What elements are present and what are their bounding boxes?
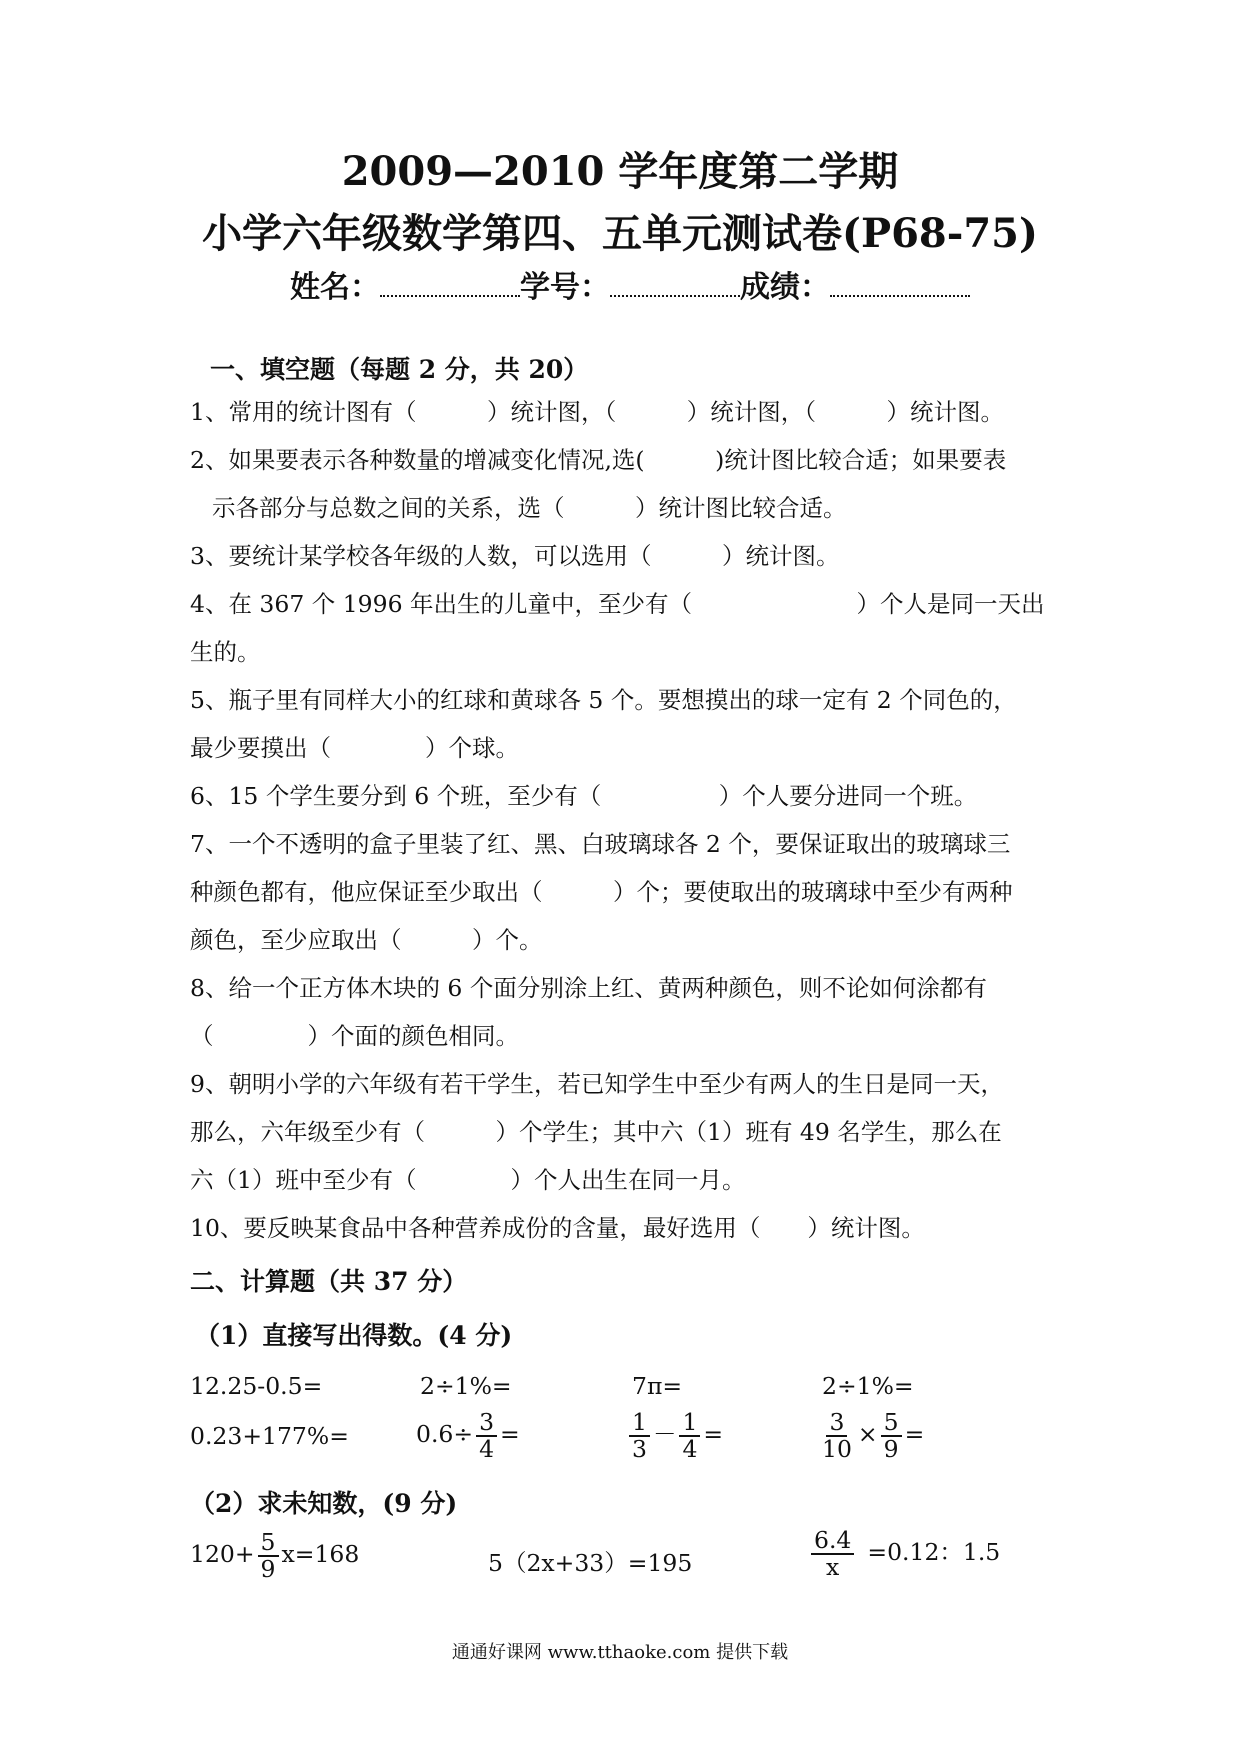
calc-1-2: 2÷1%= [420, 1372, 512, 1400]
fraction-numerator: 1 [629, 1410, 650, 1437]
calc-1-1: 12.25-0.5= [190, 1372, 323, 1400]
section1-heading: 一、填空题（每题 2 分，共 20） [210, 355, 589, 384]
fraction [476, 1410, 497, 1461]
section2-heading: 二、计算题（共 37 分） [190, 1267, 468, 1296]
question-8-line2: （ ）个面的颜色相同。 [190, 1022, 519, 1050]
fraction-denominator: 10 [822, 1434, 852, 1463]
minus-sign: － [652, 1420, 677, 1449]
fraction [819, 1410, 855, 1461]
calc-2-2 [416, 1410, 520, 1461]
equation-1 [190, 1530, 359, 1581]
fraction-denominator: 9 [260, 1554, 276, 1583]
fraction [811, 1528, 854, 1579]
name-blank[interactable] [380, 269, 520, 297]
calc-2-3 [626, 1410, 723, 1461]
fraction-numerator: 3 [826, 1410, 847, 1437]
fraction-numerator: 5 [258, 1530, 279, 1557]
fraction-numerator: 3 [476, 1410, 497, 1437]
question-10: 10、要反映某食品中各种营养成份的含量，最好选用（ ）统计图。 [190, 1214, 925, 1242]
calc-2-2-pre: 0.6÷ [416, 1420, 474, 1449]
question-3: 3、要统计某学校各年级的人数，可以选用（ ）统计图。 [190, 542, 840, 570]
score-blank[interactable] [830, 269, 970, 297]
question-4-line1: 4、在 367 个 1996 年出生的儿童中，至少有（ ）个人是同一天出 [190, 590, 1045, 618]
fraction [258, 1530, 279, 1581]
question-5-line1: 5、瓶子里有同样大小的红球和黄球各 5 个。要想摸出的球一定有 2 个同色的， [190, 686, 1017, 714]
question-7-line2: 种颜色都有，他应保证至少取出（ ）个；要使取出的玻璃球中至少有两种 [190, 878, 1013, 906]
question-6: 6、15 个学生要分到 6 个班，至少有（ ）个人要分进同一个班。 [190, 782, 978, 810]
fraction [679, 1410, 700, 1461]
question-1: 1、常用的统计图有（ ）统计图，（ ）统计图，（ ）统计图。 [190, 398, 1004, 426]
equation-2: 5（2x+33）=195 [488, 1549, 693, 1577]
question-9-line1: 9、朝明小学的六年级有若干学生，若已知学生中至少有两人的生日是同一天， [190, 1070, 1004, 1098]
question-4-line2: 生的。 [190, 638, 261, 666]
fraction-numerator: 6.4 [811, 1528, 854, 1555]
part2-heading: （2）求未知数，(9 分) [190, 1489, 458, 1518]
times-sign: × [857, 1420, 878, 1449]
fraction-numerator: 1 [679, 1410, 700, 1437]
exam-title-line2: 小学六年级数学第四、五单元测试卷(P68-75) [202, 210, 1038, 257]
id-blank[interactable] [610, 269, 740, 297]
question-8-line1: 8、给一个正方体木块的 6 个面分别涂上红、黄两种颜色，则不论如何涂都有 [190, 974, 987, 1002]
calc-1-4: 2÷1%= [822, 1372, 914, 1400]
equation-3-post: =0.12：1.5 [867, 1538, 1001, 1567]
id-label: 学号： [520, 270, 610, 305]
fraction-denominator: 4 [682, 1434, 698, 1463]
fraction-denominator: x [826, 1552, 840, 1581]
equation-3 [808, 1528, 1000, 1579]
equation-1-post: x=168 [281, 1540, 360, 1569]
fraction-denominator: 9 [883, 1434, 899, 1463]
fraction [881, 1410, 902, 1461]
fraction-numerator: 5 [881, 1410, 902, 1437]
question-7-line3: 颜色，至少应取出（ ）个。 [190, 926, 543, 954]
question-7-line1: 7、一个不透明的盒子里装了红、黑、白玻璃球各 2 个，要保证取出的玻璃球三 [190, 830, 1011, 858]
question-2-line2: 示各部分与总数之间的关系，选（ ）统计图比较合适。 [212, 494, 847, 522]
calc-1-3: 7π= [632, 1372, 683, 1400]
fraction-denominator: 3 [632, 1434, 647, 1463]
question-2-line1: 2、如果要表示各种数量的增减变化情况,选( )统计图比较合适；如果要表 [190, 446, 1007, 474]
fraction [629, 1410, 650, 1461]
question-5-line2: 最少要摸出（ ）个球。 [190, 734, 519, 762]
part1-heading: （1）直接写出得数。(4 分) [195, 1321, 513, 1350]
equals-sign: = [703, 1420, 724, 1449]
equals-sign: = [500, 1420, 520, 1449]
name-label: 姓名： [290, 270, 380, 305]
equation-1-pre: 120+ [190, 1540, 255, 1569]
equals-sign: = [904, 1420, 925, 1449]
exam-title-line1: 2009—2010 学年度第二学期 [341, 148, 899, 195]
student-info-row [290, 262, 970, 306]
fraction-denominator: 4 [479, 1434, 495, 1463]
question-9-line2: 那么，六年级至少有（ ）个学生；其中六（1）班有 49 名学生，那么在 [190, 1118, 1002, 1146]
score-label: 成绩： [740, 270, 830, 305]
footer-text: 通通好课网 www.tthaoke.com 提供下载 [451, 1642, 789, 1663]
calc-2-4 [816, 1410, 924, 1461]
question-9-line3: 六（1）班中至少有（ ）个人出生在同一月。 [190, 1166, 746, 1194]
calc-2-1: 0.23+177%= [190, 1422, 349, 1450]
